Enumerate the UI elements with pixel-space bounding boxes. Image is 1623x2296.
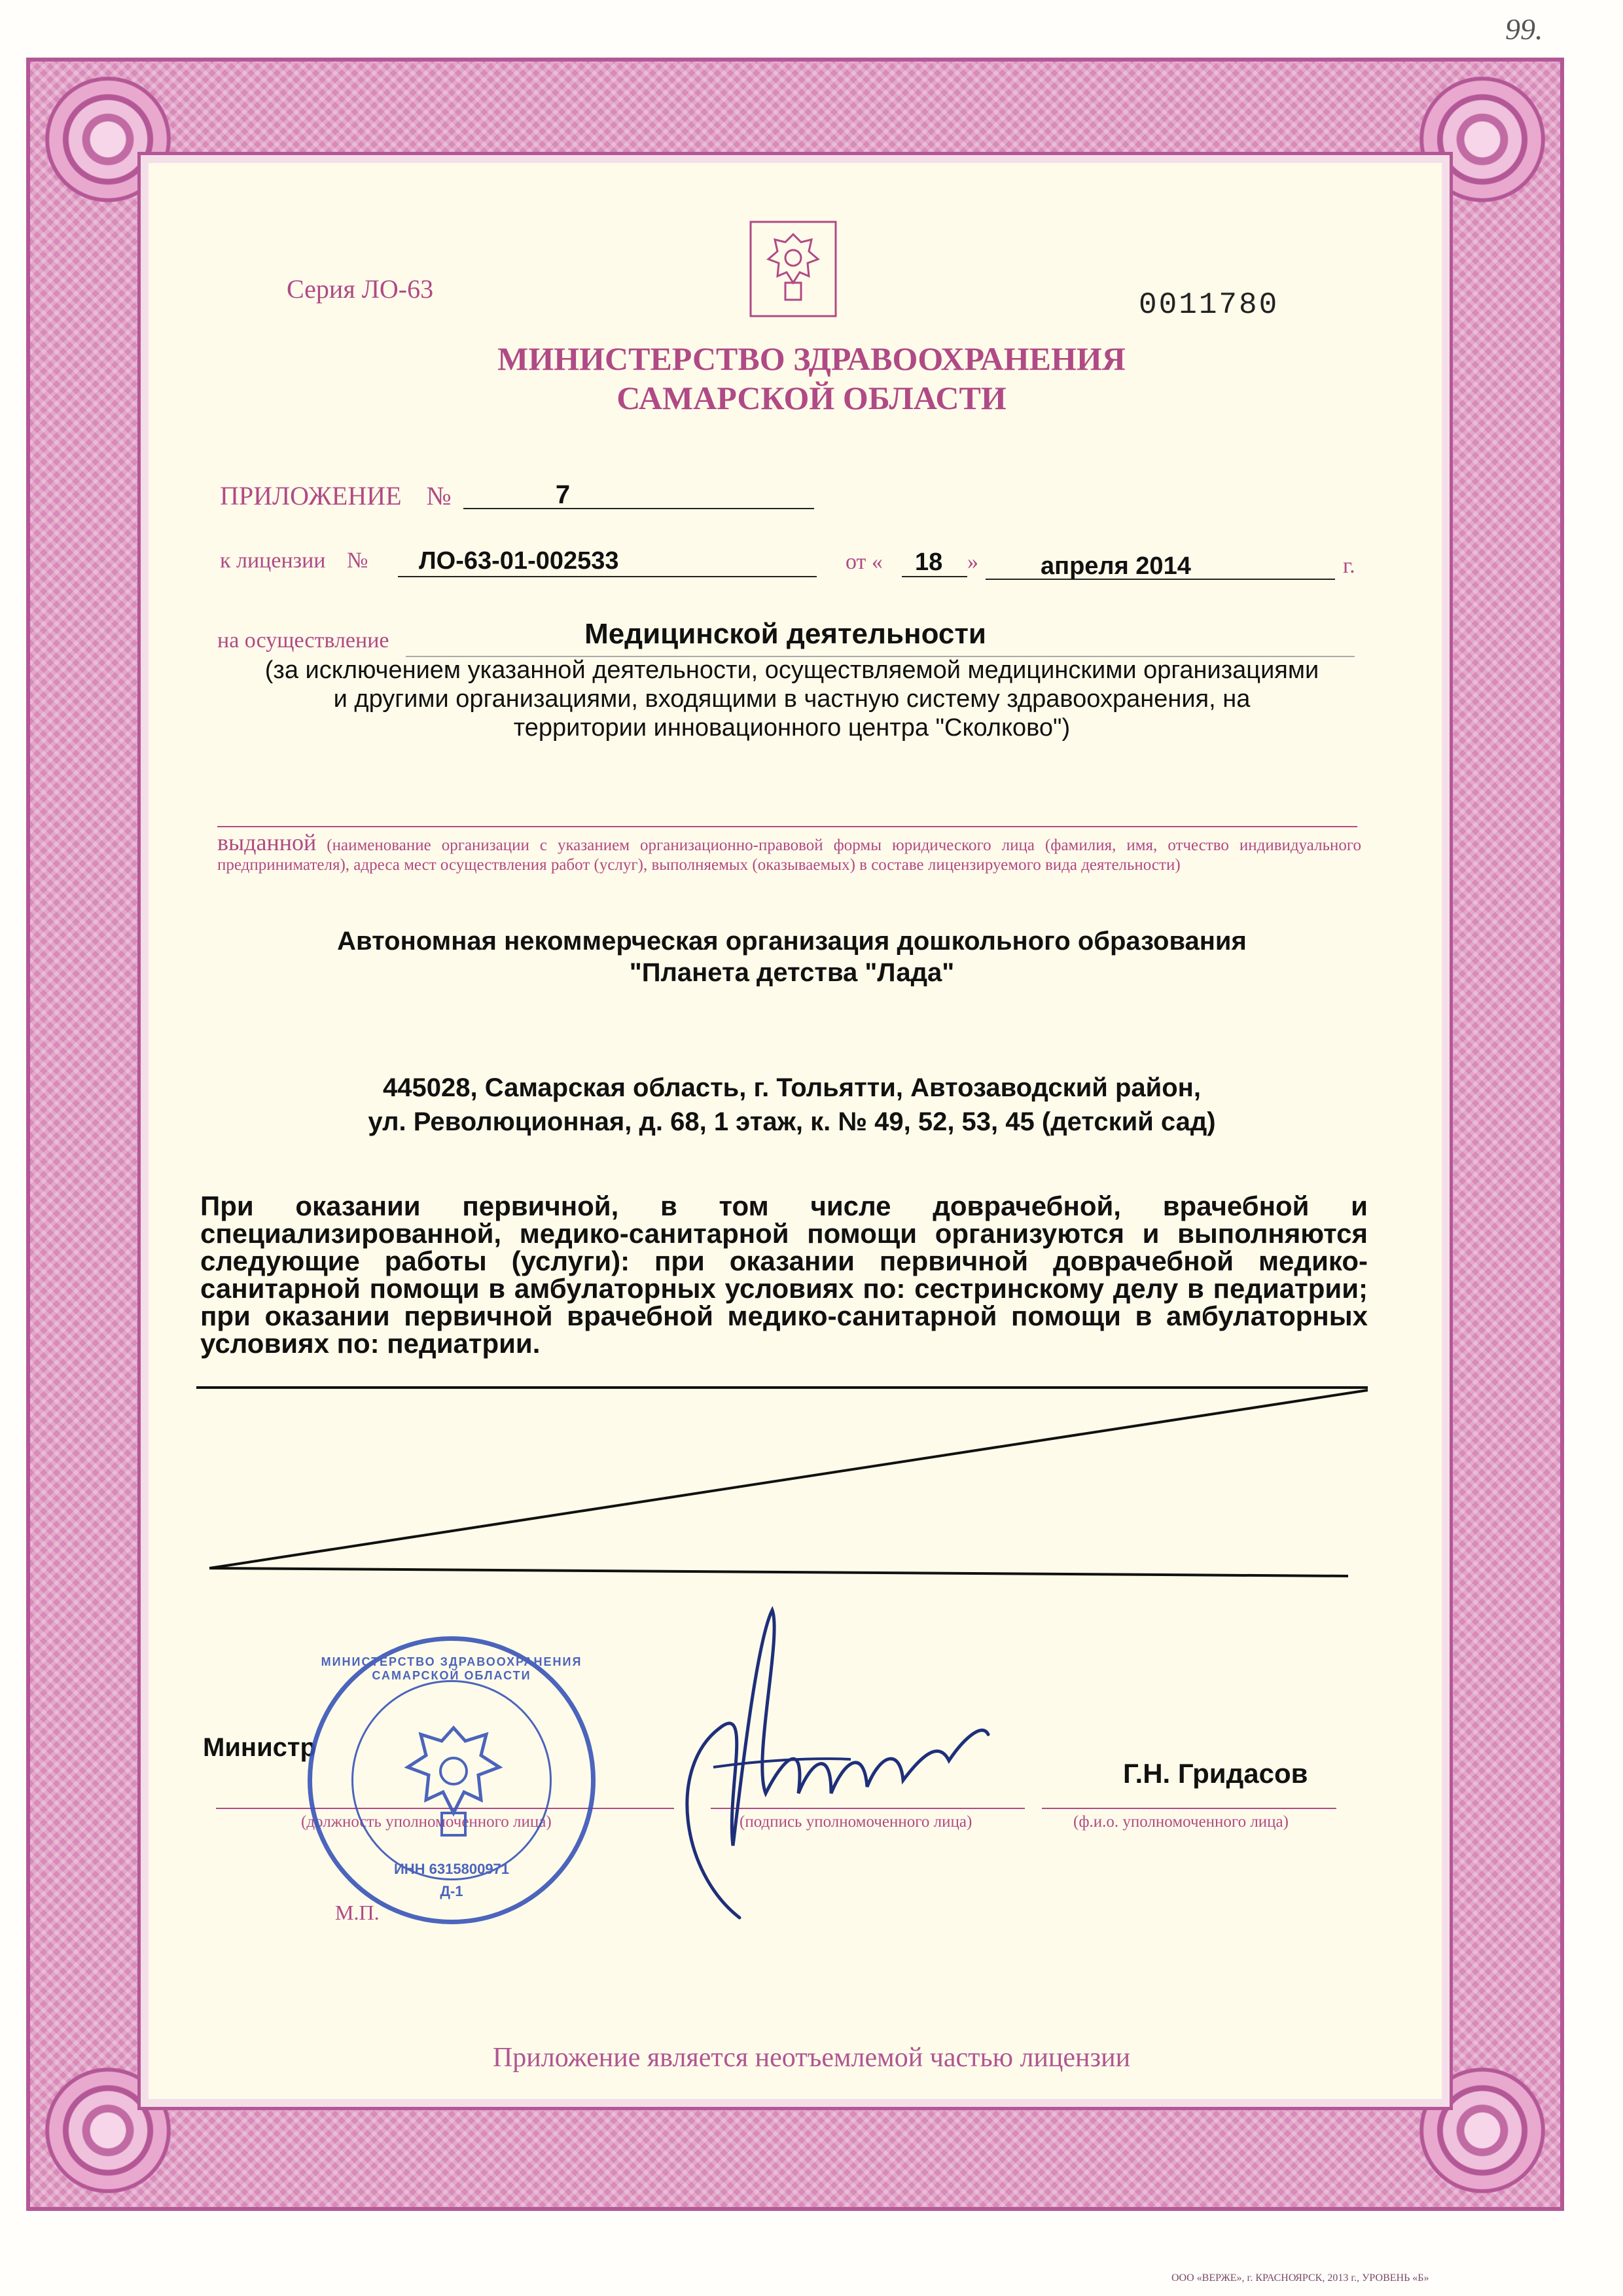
- organization-address-line: ул. Революционная, д. 68, 1 этаж, к. № 49, 52, 53, 45 (детский сад): [368, 1107, 1216, 1136]
- license-label: [220, 548, 368, 573]
- organization-address-line: 445028, Самарская область, г. Тольятти, Автозаводский район,: [383, 1073, 1201, 1102]
- license-day-line: [902, 576, 967, 577]
- page-number: 99.: [1505, 12, 1543, 46]
- license-year-suffix: г.: [1343, 554, 1355, 578]
- license-month-year: апреля 2014: [1041, 552, 1191, 580]
- footer-note: Приложение является неотъемлемой частью лицензии: [492, 2043, 1131, 2073]
- issued-separator-line: [217, 826, 1357, 827]
- appendix-no-sign: №: [426, 481, 452, 511]
- signatory-position: Министр: [203, 1733, 316, 1762]
- license-number-line: [398, 576, 817, 577]
- license-date-from-label: от «: [846, 550, 883, 574]
- appendix-label: [220, 480, 452, 511]
- stamp-inn: ИНН 6315800971: [393, 1861, 510, 1877]
- printer-note: ООО «ВЕРЖЕ», г. КРАСНОЯРСК, 2013 г., УРОВЕНЬ «Б»: [1171, 2272, 1429, 2284]
- organization-name: [190, 925, 1394, 988]
- series-label: Серия ЛО-63: [287, 274, 434, 304]
- activity-detail-line: территории инновационного центра "Сколково"): [513, 714, 1071, 742]
- issued-label: выданной: [217, 829, 317, 855]
- signatory-name: Г.Н. Гридасов: [1123, 1758, 1308, 1789]
- position-caption: (должность уполномоченного лица): [301, 1813, 552, 1831]
- activity-detail-line: (за исключением указанной деятельности, осуществляемой медицинскими организациями: [264, 656, 1319, 684]
- organization-address: [190, 1071, 1394, 1139]
- license-label-text: к лицензии: [220, 548, 326, 573]
- issued-block: [217, 829, 1361, 875]
- license-no-sign: №: [346, 548, 368, 573]
- coat-of-arms-icon: [749, 220, 838, 318]
- name-line: [1042, 1808, 1336, 1809]
- signature-caption: (подпись уполномоченного лица): [740, 1813, 972, 1831]
- blank-strike-lines: [196, 1374, 1374, 1590]
- license-number: ЛО-63-01-002533: [419, 547, 619, 575]
- license-day-close: »: [967, 550, 978, 574]
- ministry-title: [353, 339, 1270, 418]
- ministry-title-line2: САМАРСКОЙ ОБЛАСТИ: [616, 380, 1007, 416]
- official-stamp: [308, 1636, 596, 1924]
- organization-name-line: "Планета детства "Лада": [629, 958, 955, 987]
- stamp-eagle-icon: [395, 1715, 512, 1846]
- handwritten-signature: [641, 1597, 1008, 1924]
- stamp-code: Д-1: [440, 1883, 463, 1899]
- form-number: 0011780: [1139, 288, 1279, 322]
- ministry-title-line1: МИНИСТЕРСТВО ЗДРАВООХРАНЕНИЯ: [497, 340, 1126, 377]
- activity-label: на осуществление: [217, 628, 389, 653]
- stamp-ring-text: МИНИСТЕРСТВО ЗДРАВООХРАНЕНИЯ САМАРСКОЙ ОБЛАСТИ: [321, 1655, 582, 1682]
- stamp-inner-ring: [351, 1680, 552, 1880]
- activity-title: Медицинской деятельности: [584, 618, 986, 650]
- activity-line: [406, 656, 1355, 657]
- issued-hint: (наименование организации с указанием организационно-правовой формы юридического лица (фамилия, имя, отчество индивидуального предпринимателя), адреса мест осуществления работ (услуг), выполняемых (оказываемых) в составе лицензируемого вида деятельности): [217, 836, 1361, 874]
- seal-place-label: М.П.: [335, 1901, 380, 1924]
- activity-detail-line: и другими организациями, входящими в частную систему здравоохранения, на: [333, 685, 1251, 713]
- services-text: При оказании первичной, в том числе доврачебной, врачебной и специализированной, медико-санитарной помощи организуются и выполняются следующие работы (услуги): при оказании первичной доврачебной медико-санитарной помощи в амбулаторных условиях по: сестринскому делу в педиатрии; при оказании первичной врачебной медико-санитарной помощи в амбулаторных условиях по: педиатрии.: [200, 1191, 1368, 1359]
- name-caption: (ф.и.о. уполномоченного лица): [1073, 1813, 1289, 1831]
- organization-name-line: Автономная некоммерческая организация дошкольного образования: [337, 927, 1247, 956]
- appendix-label-text: ПРИЛОЖЕНИЕ: [220, 481, 402, 511]
- appendix-number: 7: [555, 480, 571, 509]
- activity-detail: [190, 656, 1394, 742]
- license-day: 18: [915, 548, 943, 576]
